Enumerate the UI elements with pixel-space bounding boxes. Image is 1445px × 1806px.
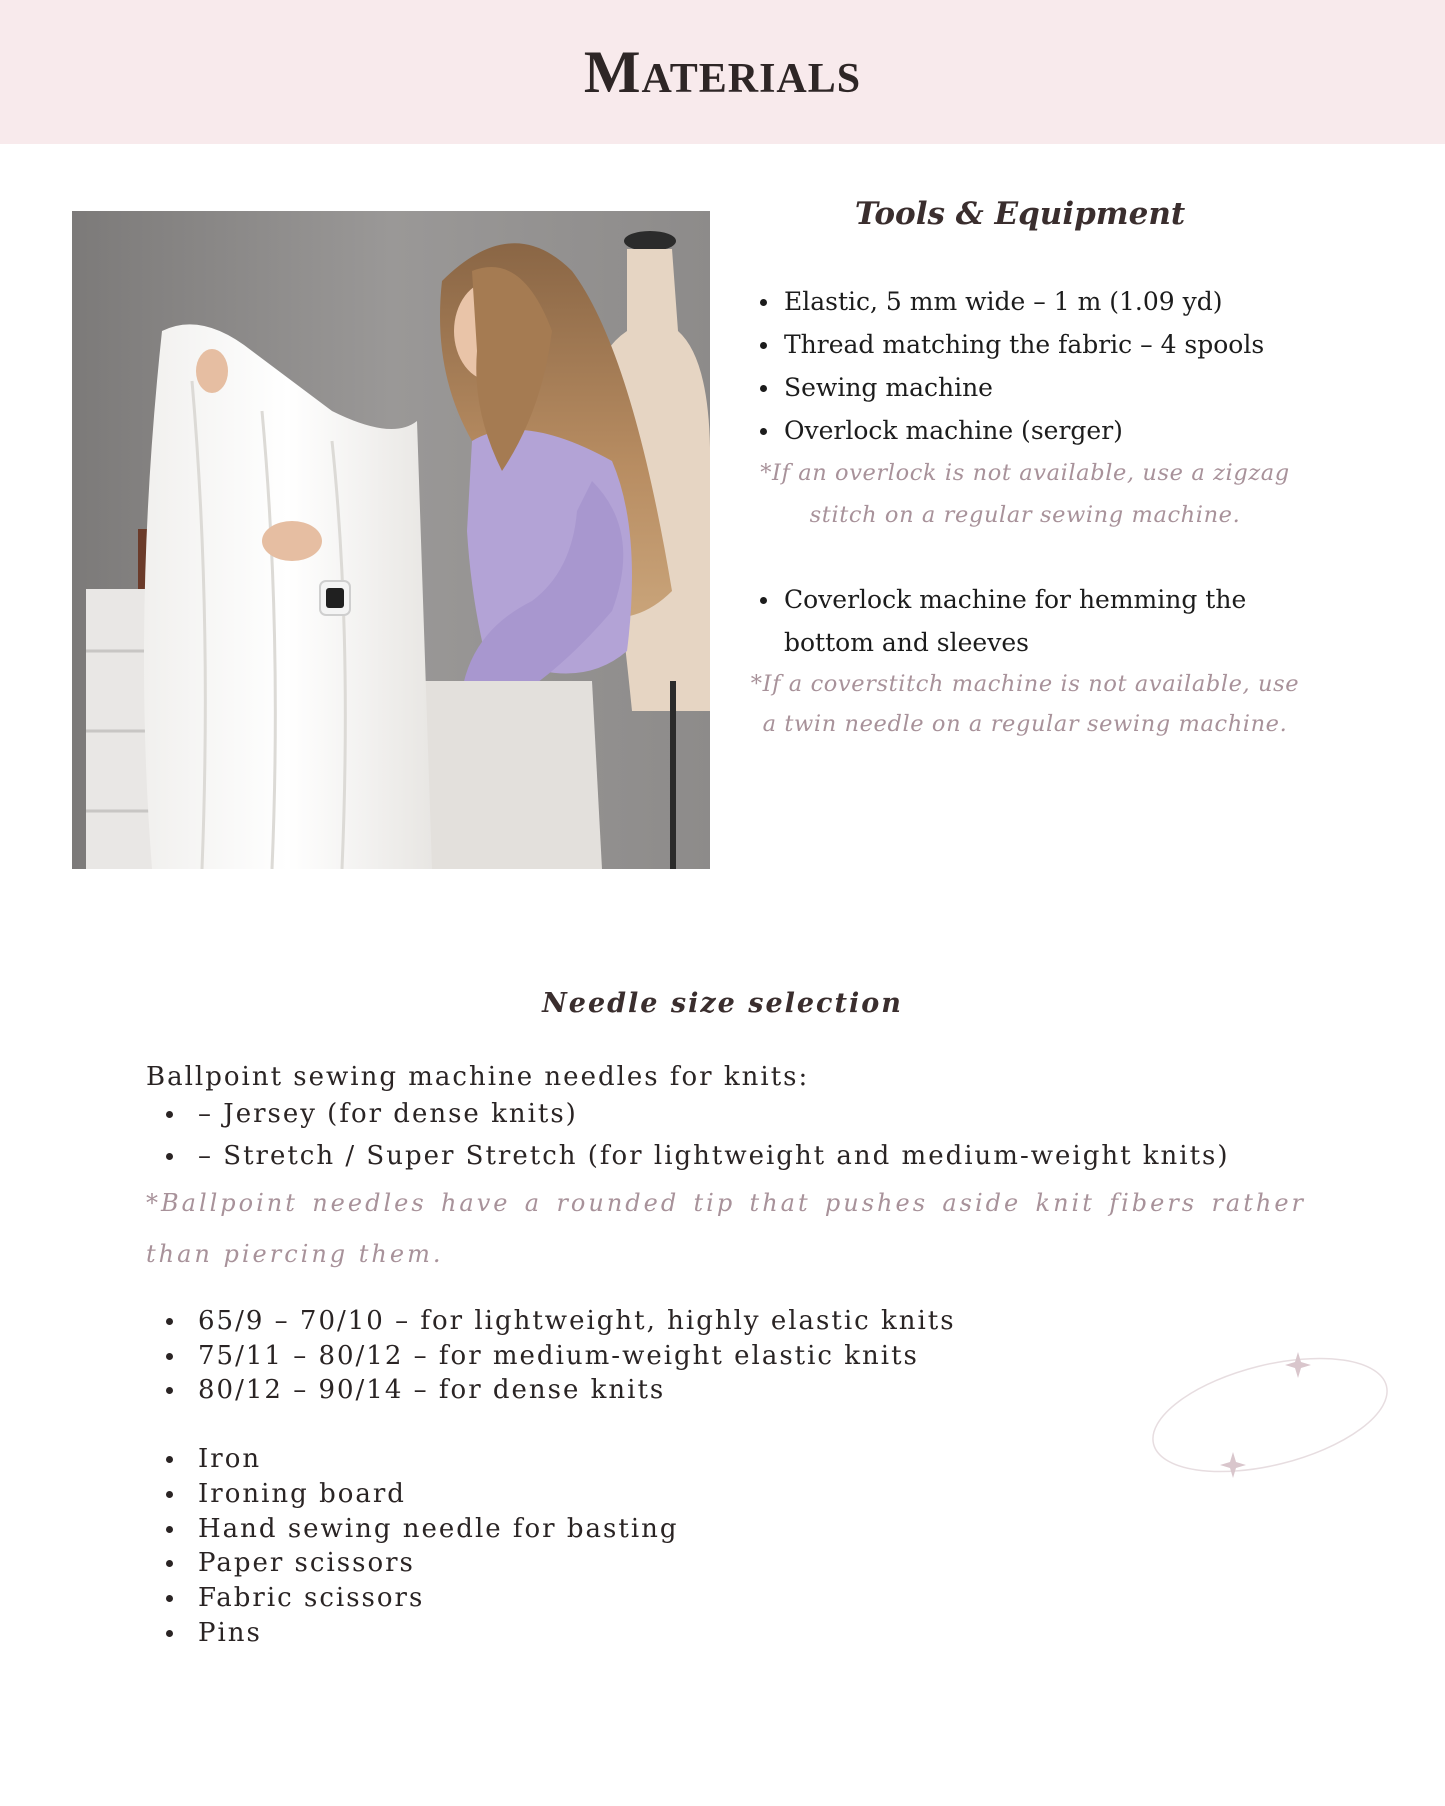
tool-item: Elastic, 5 mm wide – 1 m (1.09 yd)	[740, 280, 1310, 323]
needle-type-item: – Stretch / Super Stretch (for lightweight and medium-weight knits)	[146, 1138, 1306, 1174]
coverlock-item: Coverlock machine for hemming the bottom and sleeves	[740, 578, 1310, 664]
decorative-ring-icon	[1140, 1340, 1400, 1490]
header-banner	[0, 0, 1445, 144]
spacer	[740, 536, 1310, 578]
tools-title: Tools & Equipment	[854, 196, 1186, 232]
tool-item: Sewing machine	[740, 366, 1310, 409]
tool-item: Thread matching the fabric – 4 spools	[740, 323, 1310, 366]
supply-item: Paper scissors	[146, 1546, 1306, 1581]
spacer	[146, 1408, 1306, 1442]
supply-item: Pins	[146, 1616, 1306, 1651]
tools-list	[740, 280, 1310, 744]
supply-item: Fabric scissors	[146, 1581, 1306, 1616]
page-title: Materials	[583, 39, 862, 105]
supply-item: Ironing board	[146, 1477, 1306, 1512]
model-photo	[72, 211, 710, 869]
supply-item: Iron	[146, 1442, 1306, 1477]
needle-intro: Ballpoint sewing machine needles for knits:	[146, 1062, 810, 1092]
tool-item: Overlock machine (serger)	[740, 409, 1310, 452]
coverlock-note: *If a coverstitch machine is not available, use a twin needle on a regular sewing machine.	[750, 671, 1300, 737]
needle-section-title: Needle size selection	[542, 988, 903, 1019]
needle-size-list	[146, 1304, 1306, 1650]
supply-item: Hand sewing needle for basting	[146, 1512, 1306, 1547]
needle-type-item: – Jersey (for dense knits)	[146, 1096, 1306, 1132]
needle-section	[146, 1058, 1306, 1650]
needle-size-item: 75/11 – 80/12 – for medium-weight elastic knits	[146, 1339, 1306, 1374]
needle-note: *Ballpoint needles have a rounded tip that pushes aside knit fibers rather than piercing them.	[146, 1189, 1306, 1268]
needle-size-item: 80/12 – 90/14 – for dense knits	[146, 1373, 1306, 1408]
overlock-note: *If an overlock is not available, use a zigzag stitch on a regular sewing machine.	[760, 460, 1290, 528]
needle-size-item: 65/9 – 70/10 – for lightweight, highly elastic knits	[146, 1304, 1306, 1339]
